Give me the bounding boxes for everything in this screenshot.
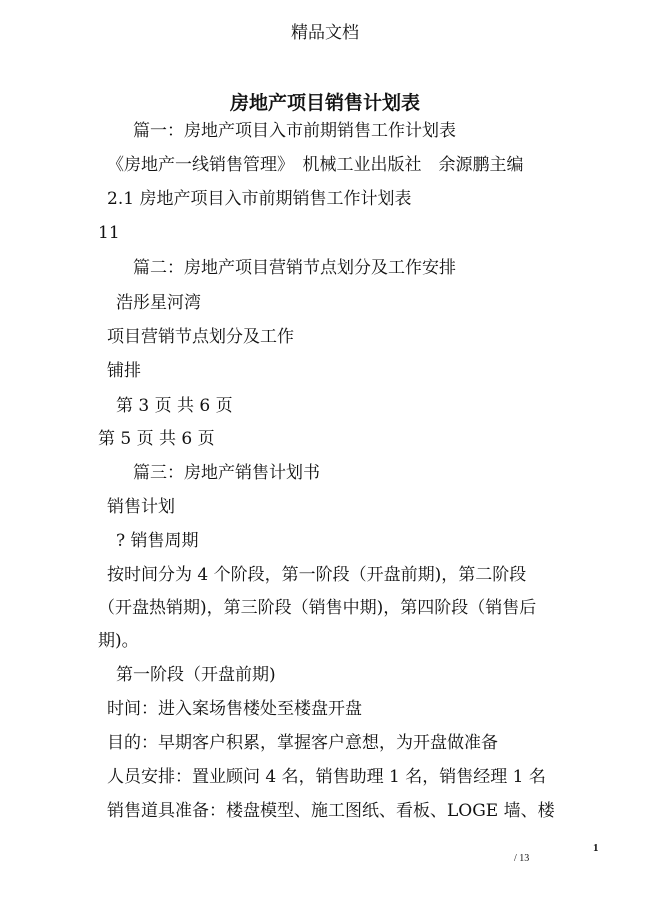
page-header: 精品文档 bbox=[291, 23, 359, 43]
text-line: 销售道具准备：楼盘模型、施工图纸、看板、LOGE 墙、楼 bbox=[107, 801, 555, 821]
text-line: 人员安排：置业顾问 4 名，销售助理 1 名，销售经理 1 名 bbox=[107, 767, 546, 787]
text-line: 篇二：房地产项目营销节点划分及工作安排 bbox=[133, 258, 456, 278]
text-line: （开盘热销期)，第三阶段（销售中期)，第四阶段（销售后 bbox=[98, 598, 537, 618]
text-line: 目的：早期客户积累，掌握客户意想，为开盘做准备 bbox=[107, 733, 498, 753]
text-line: 时间：进入案场售楼处至楼盘开盘 bbox=[107, 699, 362, 719]
text-line: 浩彤星河湾 bbox=[116, 293, 201, 313]
text-line: 11 bbox=[98, 223, 120, 243]
text-line: 第 3 页 共 6 页 bbox=[116, 396, 233, 416]
text-line: 篇一：房地产项目入市前期销售工作计划表 bbox=[133, 121, 456, 141]
text-line: 项目营销节点划分及工作 bbox=[107, 327, 294, 347]
page-total: / 13 bbox=[514, 853, 530, 864]
text-line: 按时间分为 4 个阶段，第一阶段（开盘前期)，第二阶段 bbox=[107, 565, 527, 585]
text-line: 第一阶段（开盘前期) bbox=[116, 665, 276, 685]
text-line: 篇三：房地产销售计划书 bbox=[133, 463, 320, 483]
text-line: 销售计划 bbox=[107, 497, 175, 517]
text-line: 第 5 页 共 6 页 bbox=[98, 429, 215, 449]
text-line: ? 销售周期 bbox=[116, 531, 199, 551]
text-line: 期)。 bbox=[98, 631, 139, 651]
text-line: 铺排 bbox=[107, 361, 141, 381]
text-line: 《房地产一线销售管理》 机械工业出版社 余源鹏主编 bbox=[107, 155, 524, 175]
text-line: 2.1 房地产项目入市前期销售工作计划表 bbox=[107, 189, 412, 209]
document-title: 房地产项目销售计划表 bbox=[229, 92, 420, 114]
page-number: 1 bbox=[593, 842, 599, 854]
